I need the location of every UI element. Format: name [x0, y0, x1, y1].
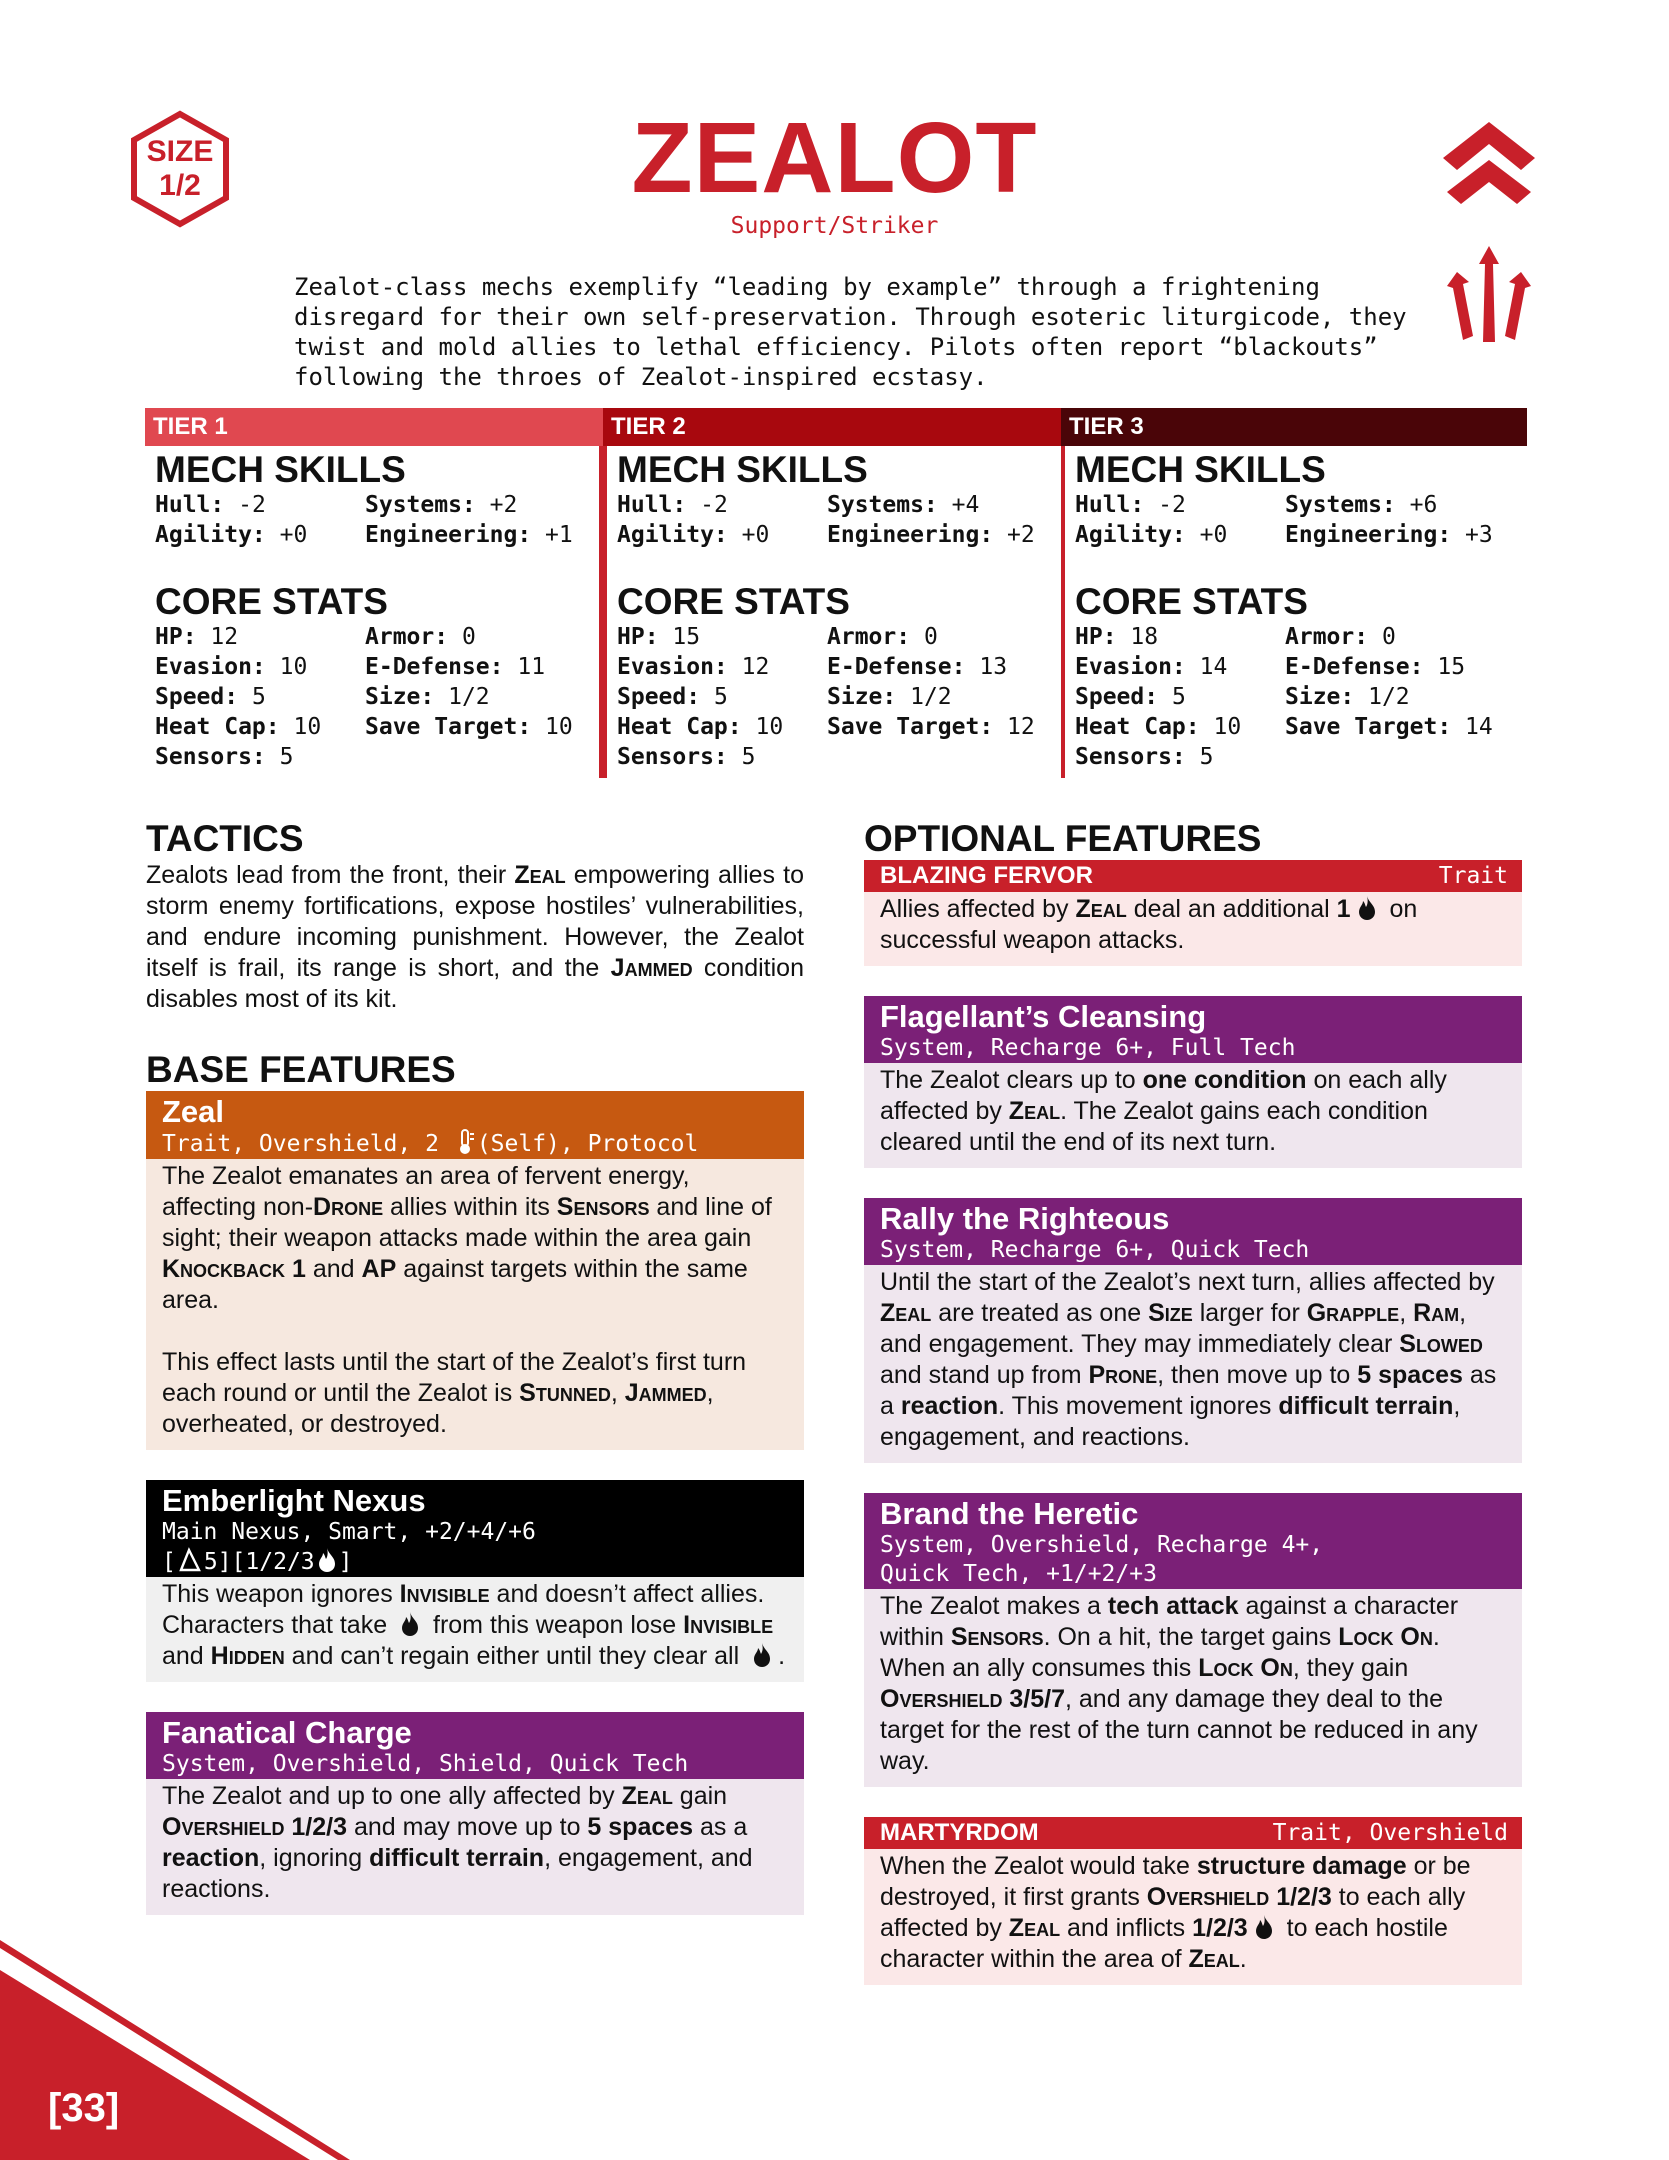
skill-hull: Hull: -2 [1075, 492, 1186, 518]
stat-sensors: Sensors: 5 [1075, 744, 1214, 770]
stat-heatcap: Heat Cap: 10 [617, 714, 784, 740]
stat-savetarget: Save Target: 12 [827, 714, 1035, 740]
stat-armor: Armor: 0 [827, 624, 938, 650]
skill-systems: Systems: +4 [827, 492, 980, 518]
feature-name: Fanatical Charge [162, 1715, 412, 1750]
stat-speed: Speed: 5 [617, 684, 728, 710]
page-number: [33] [48, 2086, 120, 2130]
tier-3-column [1061, 408, 1527, 778]
skill-hull: Hull: -2 [617, 492, 728, 518]
feature-card-brand-the-heretic [864, 1493, 1522, 1787]
feature-body: The Zealot and up to one ally affected by Zeal gain Overshield 1/2/3 and may move up to 5 spaces as a reaction, ignoring difficult terrain, engagement, and reactions. [146, 1779, 804, 1915]
feature-card-martyrdom [864, 1817, 1522, 1985]
feature-name: Zeal [162, 1094, 225, 1129]
core-stats-grid [617, 622, 1061, 772]
feature-tags: System, Recharge 6+, Quick Tech [880, 1237, 1310, 1263]
feature-body: Allies affected by Zeal deal an additional 1 on successful weapon attacks. [864, 892, 1522, 966]
left-column [146, 818, 804, 1945]
tactics-heading: TACTICS [146, 818, 304, 859]
tier-2-column [603, 408, 1061, 778]
tier-1-header: TIER 1 [145, 408, 603, 446]
feature-card-fanatical-charge [146, 1712, 804, 1915]
burn-flame-icon [1357, 895, 1377, 921]
feature-card-blazing-fervor [864, 860, 1522, 966]
stat-hp: HP: 15 [617, 624, 701, 650]
core-stats-heading: CORE STATS [617, 581, 850, 622]
feature-name: MARTYRDOM [880, 1819, 1039, 1846]
stat-heatcap: Heat Cap: 10 [155, 714, 322, 740]
feature-card-zeal [146, 1091, 804, 1450]
stat-edefense: E-Defense: 15 [1285, 654, 1466, 680]
skill-systems: Systems: +2 [365, 492, 518, 518]
feature-body-p1: The Zealot emanates an area of fervent energy, affecting non-Drone allies within its Sensors and line of sight; their weapon attacks made within the area gain Knockback 1 and AP against targets within the same area. [162, 1162, 772, 1314]
size-label: SIZE [146, 135, 214, 168]
stat-evasion: Evasion: 10 [155, 654, 308, 680]
feature-name: Rally the Righteous [880, 1201, 1170, 1236]
feature-name: Brand the Heretic [880, 1496, 1139, 1531]
trident-role-icon [1441, 244, 1537, 344]
mech-skills-grid [155, 490, 599, 550]
mech-skills-heading: MECH SKILLS [1075, 449, 1326, 490]
skill-agility: Agility: +0 [1075, 522, 1228, 548]
feature-name: BLAZING FERVOR [880, 862, 1093, 889]
core-stats-heading: CORE STATS [155, 581, 388, 622]
feature-body: This weapon ignores Invisible and doesn’t affect allies. Characters that take from this weapon lose Invisible and Hidden and can’t regain either until they clear all . [146, 1577, 804, 1682]
feature-tags: Trait [1438, 863, 1508, 889]
stat-edefense: E-Defense: 11 [365, 654, 546, 680]
stat-heatcap: Heat Cap: 10 [1075, 714, 1242, 740]
skill-systems: Systems: +6 [1285, 492, 1438, 518]
feature-tags: System, Overshield, Shield, Quick Tech [162, 1751, 689, 1777]
feature-tags: Main Nexus, Smart, +2/+4/+6 [162, 1519, 536, 1545]
mech-skills-grid [1075, 490, 1527, 550]
skill-agility: Agility: +0 [155, 522, 308, 548]
stat-hp: HP: 12 [155, 624, 239, 650]
stat-size: Size: 1/2 [827, 684, 952, 710]
weapon-range-damage: [ 5][1/2/3 ] [162, 1549, 353, 1575]
stat-speed: Speed: 5 [1075, 684, 1186, 710]
feature-body: When the Zealot would take structure damage or be destroyed, it first grants Overshield 1/2/3 to each ally affected by Zeal and inflicts 1/2/3 to each hostile character within the area of Zeal. [864, 1849, 1522, 1985]
stat-armor: Armor: 0 [1285, 624, 1396, 650]
feature-tags: Trait, Overshield, 2 (Self), Protocol [162, 1131, 699, 1157]
burn-flame-icon [317, 1547, 337, 1573]
optional-features-heading: OPTIONAL FEATURES [864, 818, 1262, 859]
skill-engineering: Engineering: +2 [827, 522, 1035, 548]
feature-card-emberlight-nexus [146, 1480, 804, 1682]
skill-agility: Agility: +0 [617, 522, 770, 548]
feature-card-flagellants-cleansing [864, 996, 1522, 1168]
tier-2-header: TIER 2 [603, 408, 1061, 446]
right-column [864, 818, 1522, 2015]
stat-speed: Speed: 5 [155, 684, 266, 710]
page-title: ZEALOT [631, 102, 1038, 214]
base-features-heading: BASE FEATURES [146, 1049, 456, 1090]
feature-tags: System, Overshield, Recharge 4+, [880, 1532, 1324, 1558]
core-stats-grid [155, 622, 599, 772]
tier-3-header: TIER 3 [1061, 408, 1527, 446]
stat-savetarget: Save Target: 10 [365, 714, 573, 740]
feature-body-p2: This effect lasts until the start of the Zealot’s first turn each round or until the Zealot is Stunned, Jammed, overheated, or destroyed. [162, 1348, 747, 1438]
feature-body: The Zealot clears up to one condition on each ally affected by Zeal. The Zealot gains each condition cleared until the end of its next turn. [864, 1063, 1522, 1168]
tier-1-column [145, 408, 603, 778]
mech-skills-grid [617, 490, 1061, 550]
feature-name: Emberlight Nexus [162, 1483, 426, 1518]
core-stats-heading: CORE STATS [1075, 581, 1308, 622]
burn-flame-icon [1254, 1914, 1274, 1940]
role-subtitle: Support/Striker [730, 213, 939, 239]
stat-sensors: Sensors: 5 [617, 744, 756, 770]
stat-evasion: Evasion: 14 [1075, 654, 1228, 680]
stat-sensors: Sensors: 5 [155, 744, 294, 770]
stat-savetarget: Save Target: 14 [1285, 714, 1493, 740]
burn-flame-icon [752, 1642, 772, 1668]
stat-size: Size: 1/2 [365, 684, 490, 710]
skill-engineering: Engineering: +1 [365, 522, 573, 548]
stat-edefense: E-Defense: 13 [827, 654, 1008, 680]
skill-hull: Hull: -2 [155, 492, 266, 518]
mech-skills-heading: MECH SKILLS [155, 449, 406, 490]
core-stats-grid [1075, 622, 1527, 772]
stat-evasion: Evasion: 12 [617, 654, 770, 680]
stat-size: Size: 1/2 [1285, 684, 1410, 710]
feature-tags-line2: Quick Tech, +1/+2/+3 [880, 1561, 1157, 1587]
feature-tags: System, Recharge 6+, Full Tech [880, 1035, 1296, 1061]
stat-armor: Armor: 0 [365, 624, 476, 650]
skill-engineering: Engineering: +3 [1285, 522, 1493, 548]
feature-name: Flagellant’s Cleansing [880, 999, 1207, 1034]
feature-body: The Zealot makes a tech attack against a character within Sensors. On a hit, the target gains Lock On. When an ally consumes this Lock On, they gain Overshield 3/5/7, and any damage they deal to the target for the rest of the turn cannot be reduced in any way. [864, 1589, 1522, 1787]
intro-text: Zealot-class mechs exemplify “leading by example” through a frightening disregard for their own self-preservation. Through esoteric liturgicode, they twist and mold allies to lethal efficiency. Pilots often report “blackouts” following the throes of Zealot-inspired ecstasy. [294, 273, 1407, 391]
feature-tags: Trait, Overshield [1272, 1820, 1508, 1846]
stat-hp: HP: 18 [1075, 624, 1159, 650]
heat-thermometer-icon [455, 1129, 475, 1155]
tactics-text: Zealots lead from the front, their Zeal empowering allies to storm enemy fortifications, expose hostiles’ vulnerabilities, and endure incoming punishment. However, the Zealot itself is frail, its range is short, and the Jammed condition disables most of its kit. [146, 861, 804, 1013]
cone-range-icon [178, 1547, 202, 1573]
mech-skills-heading: MECH SKILLS [617, 449, 868, 490]
tier-table [145, 408, 1527, 778]
feature-body: Until the start of the Zealot’s next turn, allies affected by Zeal are treated as one Size larger for Grapple, Ram, and engagement. They may immediately clear Slowed and stand up from Prone, then move up to 5 spaces as a reaction. This movement ignores difficult terrain, engagement, and reactions. [864, 1265, 1522, 1463]
burn-flame-icon [400, 1611, 420, 1637]
size-value: 1/2 [159, 169, 201, 202]
rank-chevron-icon [1441, 118, 1537, 208]
feature-card-rally-the-righteous [864, 1198, 1522, 1463]
